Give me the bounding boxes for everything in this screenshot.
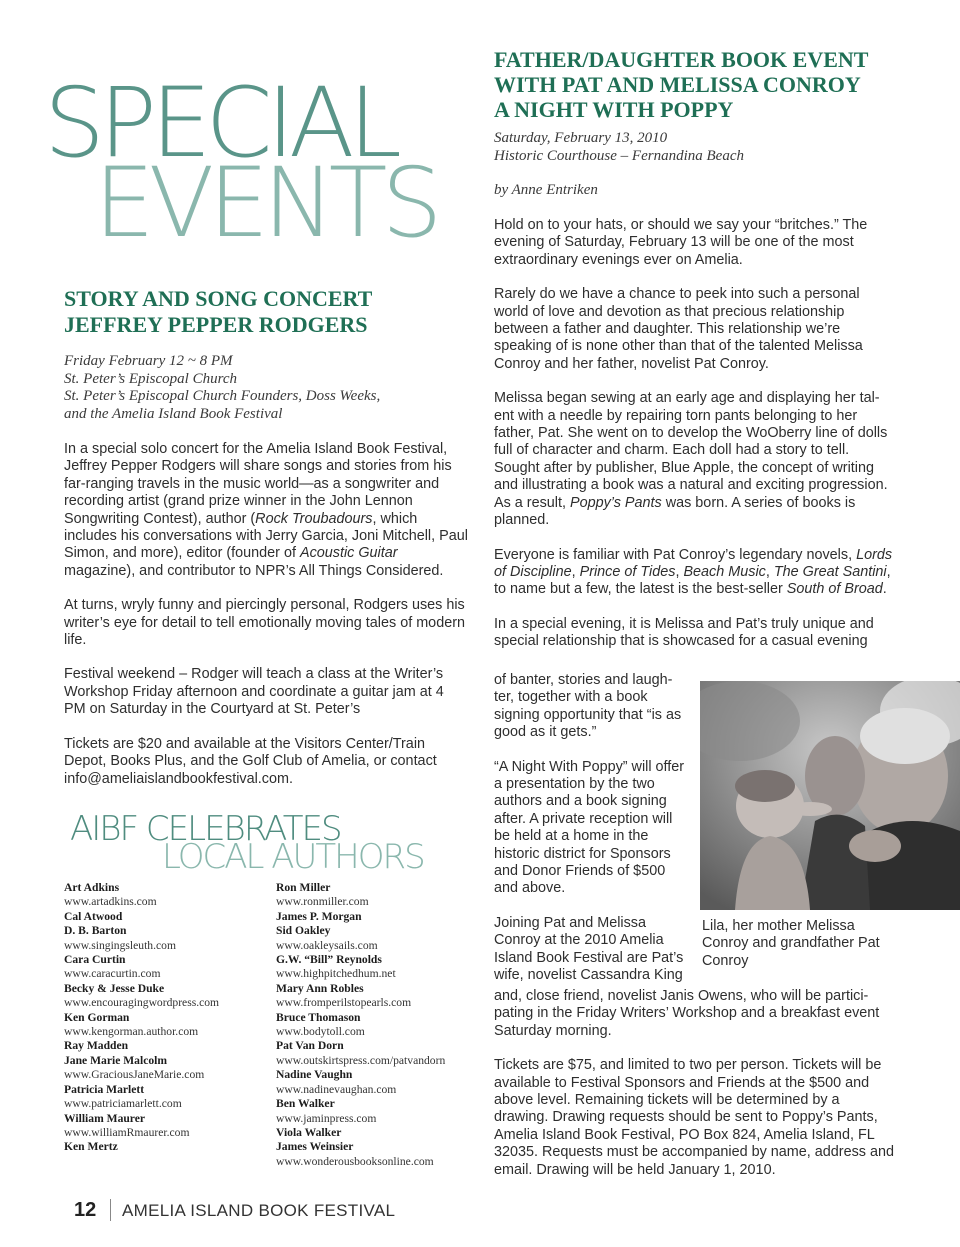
author-website[interactable]: www.GraciousJaneMarie.com	[64, 1068, 205, 1082]
author-name: Mary Ann Robles	[276, 981, 364, 995]
author-name: William Maurer	[64, 1111, 146, 1125]
author-website[interactable]: www.williamRmaurer.com	[64, 1125, 190, 1139]
event-paragraph: Rarely do we have a chance to peek into such a personal world of love and devotion as that precious relationship between a father and daughter. This relationship we’re speaking of is none other than that of the talented Melissa Conroy and her father, novelist Pat Conroy.	[494, 286, 863, 372]
author-website[interactable]: www.kengorman.author.com	[64, 1025, 199, 1039]
event-body	[494, 217, 896, 651]
author-name: D. B. Barton	[64, 924, 127, 938]
author-name: G.W. “Bill” Reynolds	[276, 953, 382, 967]
text-run: , to name but a few, the latest is the best-seller	[494, 563, 891, 598]
text-run: ,	[675, 563, 684, 580]
author-website[interactable]: www.singingsleuth.com	[64, 938, 176, 952]
author-website[interactable]: www.ronmiller.com	[276, 895, 369, 909]
aibf-celebrates-title: AIBF CELEBRATES	[70, 809, 341, 849]
event-body-bottom	[494, 988, 896, 1196]
author-website[interactable]: www.caracurtin.com	[64, 967, 161, 981]
events-title: EVENTS	[94, 147, 437, 259]
authors-list-left	[64, 881, 269, 1155]
text-run: magazine), and contributor to NPR’s All Things Considered.	[64, 562, 444, 579]
event-paragraph: “A Night With Poppy” will offer a presentation by the two authors and a book signing after. A private reception will be held at a home in the historic district for Sponsors and Donor Friends of $500 and above.	[494, 758, 685, 897]
event-paragraph	[494, 390, 896, 529]
author-name: James P. Morgan	[276, 909, 362, 923]
author-name: Ken Mertz	[64, 1140, 118, 1154]
text-run: Everyone is familiar with Pat Conroy’s legendary novels,	[494, 546, 857, 563]
book-title: South of Broad	[786, 581, 883, 598]
event-location: Historic Courthouse – Fernandina Beach	[494, 147, 744, 164]
author-website[interactable]: www.highpitchedhum.net	[276, 967, 396, 981]
footer-divider	[110, 1199, 111, 1221]
event-heading-line: A NIGHT WITH POPPY	[494, 97, 734, 122]
author-name: Ron Miller	[276, 881, 331, 894]
page-number: 12	[74, 1199, 97, 1221]
book-title: Poppy’s Pants	[569, 494, 662, 511]
author-name: Bruce Thomason	[276, 1010, 361, 1024]
author-website[interactable]: www.outskirtspress.com/patvandorn	[276, 1053, 446, 1067]
event-paragraph: Tickets are $75, and limited to two per person. Tickets will be available to Festival Sponsors and Friends at the $500 and above level. Remaining tickets will be determined by a drawing. Drawing requests should be sent to Poppy’s Pants, Amelia Island Book Festival, PO Box 824, Amelia Island, FL 32035. Requests must be accompanied by name, address and email. Drawing will be held January 1, 2010.	[494, 1057, 894, 1178]
author-name: Ben Walker	[276, 1097, 335, 1111]
event-date: Saturday, February 13, 2010	[494, 130, 668, 146]
author-website[interactable]: www.patriciamarlett.com	[64, 1097, 182, 1111]
author-website[interactable]: www.nadinevaughan.com	[276, 1082, 397, 1096]
concert-meta	[64, 353, 484, 423]
concert-meta-line: and the Amelia Island Book Festival	[64, 405, 283, 422]
text-run: , which includes his conversations with Jerry Garcia, Joni Mitchell, Paul Simon, and more), editor (founder of	[64, 510, 468, 562]
concert-meta-line: Friday February 12 ~ 8 PM	[64, 353, 233, 369]
book-title: The Great Santini	[773, 563, 887, 580]
event-body-narrow	[494, 672, 690, 985]
family-photo-image	[700, 681, 960, 910]
author-website[interactable]: www.jaminpress.com	[276, 1111, 377, 1125]
author-name: James Weinsier	[276, 1140, 354, 1154]
text-run: ,	[571, 563, 580, 580]
book-title: Rock Troubadours	[255, 510, 373, 527]
photo-caption: Lila, her mother Melissa Conroy and grandfather Pat Conroy	[702, 918, 880, 969]
magazine-title: Acoustic Guitar	[299, 545, 398, 562]
author-website[interactable]: www.bodytoll.com	[276, 1025, 365, 1039]
concert-heading-line: JEFFREY PEPPER RODGERS	[64, 312, 368, 337]
author-name: Cara Curtin	[64, 953, 126, 967]
concert-heading	[64, 286, 484, 338]
concert-paragraph: At turns, wryly funny and piercingly personal, Rodgers uses his writer’s eye for detail to tell emotionally moving tales of modern life.	[64, 597, 465, 649]
author-name: Cal Atwood	[64, 909, 123, 923]
author-name: Viola Walker	[276, 1125, 342, 1139]
event-paragraph: In a special evening, it is Melissa and Pat’s truly unique and special relationship that is showcased for a casual evening	[494, 615, 874, 650]
author-website[interactable]: www.oakleysails.com	[276, 938, 378, 952]
book-title: Prince of Tides	[579, 563, 676, 580]
event-meta	[494, 130, 934, 200]
author-name: Ken Gorman	[64, 1010, 130, 1024]
author-name: Patricia Marlett	[64, 1082, 145, 1096]
text-run: Melissa began sewing at an early age and displaying her tal-ent with a needle by repairing torn pants belonging to her father, Pat. She went on to develop the WoOberry line of dolls full of character and charm. Each doll had a story to tell. Sought after by publisher, Blue Apple, the concept of writing and illustrating a book was a natural and exciting progression. As a result,	[494, 390, 888, 511]
text-run: was born. A series of books is planned.	[494, 494, 856, 529]
event-heading	[494, 47, 934, 122]
event-paragraph: of banter, stories and laugh-ter, together with a book signing opportunity that “is as good as it gets.”	[494, 672, 682, 741]
concert-paragraph	[64, 441, 469, 580]
author-website[interactable]: www.encouragingwordpress.com	[64, 996, 220, 1010]
author-website[interactable]: www.fromperilstopearls.com	[276, 996, 412, 1010]
book-title: Beach Music	[683, 563, 766, 580]
special-title: SPECIAL	[44, 67, 396, 179]
author-website[interactable]: www.artadkins.com	[64, 895, 157, 909]
family-photo	[700, 681, 960, 910]
author-website[interactable]: www.wonderousbooksonline.com	[276, 1154, 434, 1168]
author-name: Becky & Jesse Duke	[64, 981, 165, 995]
author-name: Art Adkins	[64, 881, 120, 894]
text-run: .	[882, 581, 887, 598]
event-paragraph: Joining Pat and Melissa Conroy at the 2010 Amelia Island Book Festival are Pat’s wife, novelist Cassandra King	[494, 914, 684, 984]
concert-meta-line: St. Peter’s Episcopal Church	[64, 370, 238, 387]
author-name: Sid Oakley	[276, 924, 331, 938]
book-title: Lords of Discipline	[494, 546, 893, 580]
concert-body	[64, 441, 469, 805]
local-authors-title: LOCAL AUTHORS	[162, 837, 424, 877]
concert-heading-line: STORY AND SONG CONCERT	[64, 286, 373, 311]
event-byline: by Anne Entriken	[494, 182, 598, 198]
author-name: Nadine Vaughn	[276, 1068, 353, 1082]
event-heading-line: WITH PAT AND MELISSA CONROY	[494, 72, 861, 97]
concert-paragraph: Tickets are $20 and available at the Visitors Center/Train Depot, Books Plus, and the Golf Club of Amelia, or contact info@ameliaislandbookfestival.com.	[64, 735, 437, 787]
event-paragraph: Hold on to your hats, or should we say your “britches.” The evening of Saturday, February 13 will be one of the most extraordinary evenings ever on Amelia.	[494, 217, 868, 268]
publication-name: AMELIA ISLAND BOOK FESTIVAL	[122, 1201, 396, 1220]
event-paragraph	[494, 547, 896, 599]
event-heading-line: FATHER/DAUGHTER BOOK EVENT	[494, 47, 869, 72]
concert-meta-line: St. Peter’s Episcopal Church Founders, Doss Weeks,	[64, 388, 381, 404]
text-run: In a special solo concert for the Amelia Island Book Festival, Jeffrey Pepper Rodgers will share songs and stories from his far-ranging travels in the music world—as a songwriter and recording artist (grand prize winner in the John Lennon Songwriting Contest), author (	[64, 441, 452, 527]
author-name: Jane Marie Malcolm	[64, 1053, 168, 1067]
concert-paragraph: Festival weekend – Rodger will teach a class at the Writer’s Workshop Friday afternoon and coordinate a guitar jam at 4 PM on Saturday in the Courtyard at St. Peter’s	[64, 666, 444, 718]
text-run: ,	[765, 563, 774, 580]
event-paragraph: and, close friend, novelist Janis Owens, who will be partici-pating in the Friday Writers’ Workshop and a breakfast event Saturday morning.	[494, 988, 880, 1039]
author-name: Ray Madden	[64, 1039, 129, 1053]
authors-list-right	[276, 881, 481, 1169]
author-name: Pat Van Dorn	[276, 1039, 344, 1053]
